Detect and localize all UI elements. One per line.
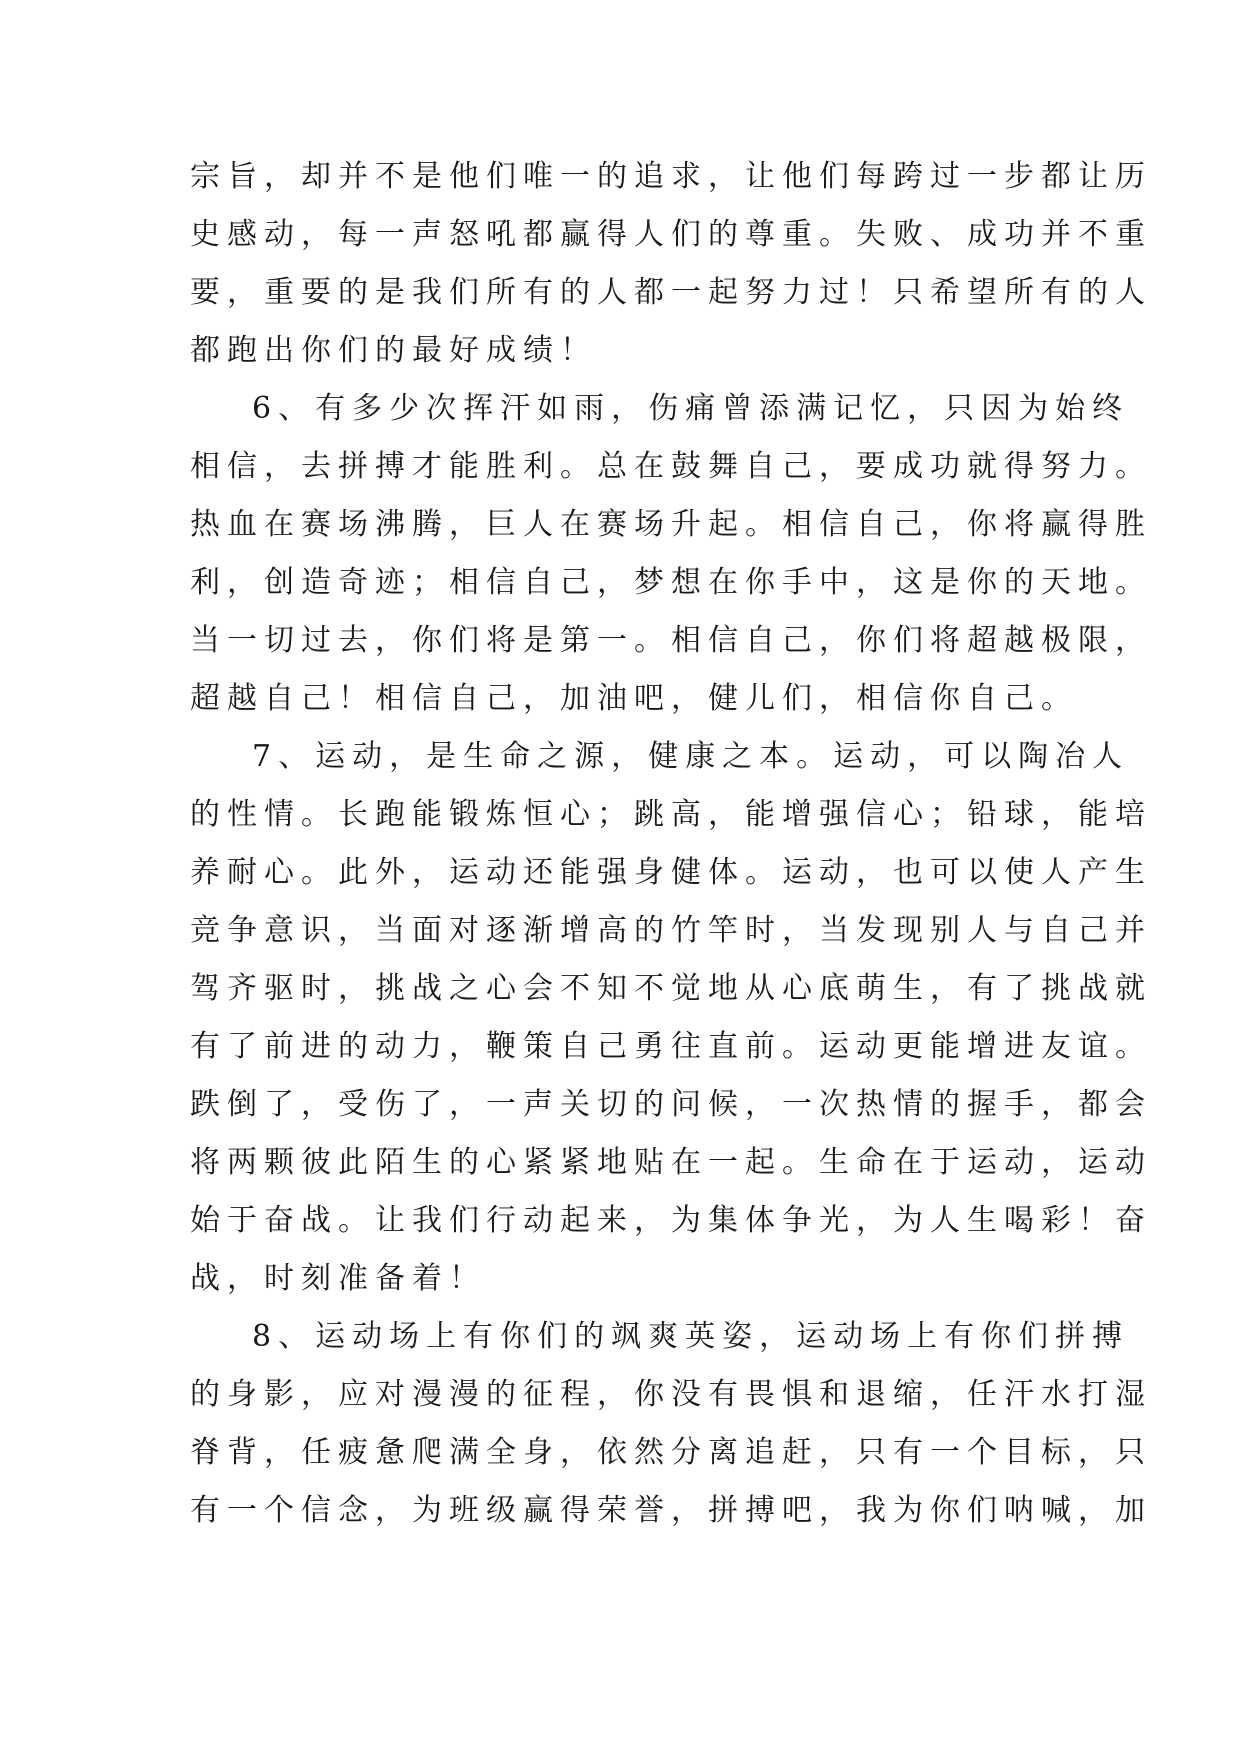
text-line: 将两颗彼此陌生的心紧紧地贴在一起。生命在于运动，运动 [190, 1145, 1152, 1180]
text-line: 要，重要的是我们所有的人都一起努力过！只希望所有的人 [190, 275, 1152, 310]
paragraph-7-start: 7、运动，是生命之源，健康之本。运动，可以陶冶人 [252, 739, 1130, 774]
text-line: 的身影，应对漫漫的征程，你没有畏惧和退缩，任汗水打湿 [190, 1377, 1152, 1412]
text-line: 战，时刻准备着！ [190, 1261, 486, 1296]
text-line: 竞争意识，当面对逐渐增高的竹竿时，当发现别人与自己并 [190, 913, 1152, 948]
text-line: 宗旨，却并不是他们唯一的追求，让他们每跨过一步都让历 [190, 159, 1152, 194]
text-line: 养耐心。此外，运动还能强身健体。运动，也可以使人产生 [190, 855, 1152, 890]
text-line: 驾齐驱时，挑战之心会不知不觉地从心底萌生，有了挑战就 [190, 971, 1152, 1006]
body-text [190, 148, 1152, 1540]
text-line: 利，创造奇迹；相信自己，梦想在你手中，这是你的天地。 [190, 565, 1152, 600]
paragraph-6-start: 6、有多少次挥汗如雨，伤痛曾添满记忆，只因为始终 [252, 391, 1130, 426]
text-line: 热血在赛场沸腾，巨人在赛场升起。相信自己，你将赢得胜 [190, 507, 1152, 542]
text-line: 史感动，每一声怒吼都赢得人们的尊重。失败、成功并不重 [190, 217, 1152, 252]
text-line: 相信，去拼搏才能胜利。总在鼓舞自己，要成功就得努力。 [190, 449, 1152, 484]
text-line: 的性情。长跑能锻炼恒心；跳高，能增强信心；铅球，能培 [190, 797, 1152, 832]
paragraph-8-start: 8、运动场上有你们的飒爽英姿，运动场上有你们拼搏 [252, 1319, 1130, 1354]
text-line: 都跑出你们的最好成绩！ [190, 333, 597, 368]
text-line: 始于奋战。让我们行动起来，为集体争光，为人生喝彩！奋 [190, 1203, 1152, 1238]
text-line: 有了前进的动力，鞭策自己勇往直前。运动更能增进友谊。 [190, 1029, 1152, 1064]
text-line: 跌倒了，受伤了，一声关切的问候，一次热情的握手，都会 [190, 1087, 1152, 1122]
text-line: 当一切过去，你们将是第一。相信自己，你们将超越极限， [190, 623, 1152, 658]
text-line: 有一个信念，为班级赢得荣誉，拼搏吧，我为你们呐喊，加 [190, 1493, 1152, 1528]
text-line: 超越自己！相信自己，加油吧，健儿们，相信你自己。 [190, 681, 1078, 716]
text-line: 脊背，任疲惫爬满全身，依然分离追赶，只有一个目标，只 [190, 1435, 1152, 1470]
